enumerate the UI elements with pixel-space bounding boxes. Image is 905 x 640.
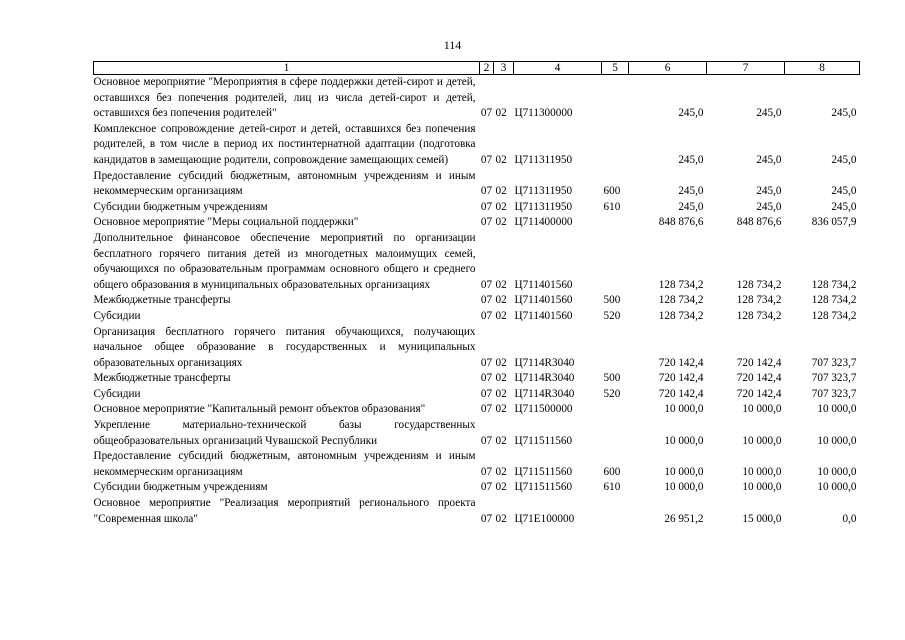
header-cell-4: 4	[514, 62, 602, 75]
amount-col-7: 720 142,4	[736, 356, 782, 369]
table-row	[94, 480, 860, 496]
table-row	[94, 122, 860, 169]
amount-col-8: 10 000,0	[817, 465, 857, 478]
subsection-code: 02	[495, 465, 507, 478]
table-row	[94, 75, 860, 122]
amount-col-6: 128 734,2	[658, 309, 704, 322]
table-row	[94, 371, 860, 387]
row-name: Субсидии	[93, 387, 141, 400]
row-name: Организация бесплатного горячего питания обучающихся, получающих начальное общее образование в государственных и муниципальных образовательных организациях	[93, 325, 476, 369]
row-name: Комплексное сопровождение детей-сирот и детей, оставшихся без попечения родителей, в том числе в период их постинтернатной адаптации (подготовка кандидатов в замещающие родители, сопровождение замещающих семей)	[93, 122, 476, 166]
row-name: Предоставление субсидий бюджетным, автономным учреждениям и иным некоммерческим организациям	[93, 450, 476, 478]
header-row	[94, 62, 860, 75]
section-code: 07	[480, 216, 493, 229]
row-name: Субсидии бюджетным учреждениям	[93, 200, 268, 213]
expense-type-code: 610	[603, 481, 621, 494]
expense-type-code	[602, 231, 629, 293]
amount-col-6: 128 734,2	[658, 278, 704, 291]
row-name: Межбюджетные трансферты	[93, 294, 231, 307]
amount-col-6: 10 000,0	[664, 481, 704, 494]
amount-col-7: 10 000,0	[742, 434, 782, 447]
target-article-code: Ц711401560	[514, 294, 573, 307]
section-code: 07	[480, 512, 493, 525]
amount-col-8: 128 734,2	[811, 309, 857, 322]
amount-col-6: 720 142,4	[658, 387, 704, 400]
amount-col-8: 10 000,0	[817, 403, 857, 416]
expense-type-code	[602, 402, 629, 418]
subsection-code: 02	[495, 107, 507, 120]
expense-type-code	[602, 325, 629, 372]
table-body	[94, 75, 860, 528]
subsection-code: 02	[495, 372, 507, 385]
subsection-code: 02	[495, 403, 507, 416]
target-article-code: Ц7114R3040	[514, 372, 575, 385]
amount-col-8: 10 000,0	[817, 434, 857, 447]
subsection-code: 02	[495, 185, 507, 198]
amount-col-7: 245,0	[756, 200, 782, 213]
row-name: Дополнительное финансовое обеспечение мероприятий по организации бесплатного горячего питания детей из многодетных малоимущих семей, обучающихся по образовательным программам основного общего и среднего общего образования в муниципальных образовательных организациях	[93, 231, 476, 291]
expense-type-code: 600	[603, 465, 621, 478]
amount-col-7: 10 000,0	[742, 481, 782, 494]
expense-type-code	[602, 215, 629, 231]
section-code: 07	[480, 372, 493, 385]
row-name: Основное мероприятие "Меры социальной поддержки"	[93, 216, 359, 229]
subsection-code: 02	[495, 481, 507, 494]
table-row	[94, 200, 860, 216]
amount-col-8: 707 323,7	[811, 356, 857, 369]
amount-col-8: 707 323,7	[811, 387, 857, 400]
row-name: Основное мероприятие "Мероприятия в сфере поддержки детей-сирот и детей, оставшихся без попечения родителей, лиц из числа детей-сирот и детей, оставшихся без попечения родителей"	[93, 76, 476, 120]
budget-table	[93, 61, 860, 527]
section-code: 07	[480, 294, 493, 307]
amount-col-7: 128 734,2	[736, 278, 782, 291]
subsection-code: 02	[495, 387, 507, 400]
target-article-code: Ц711400000	[514, 216, 573, 229]
subsection-code: 02	[495, 278, 507, 291]
table-row	[94, 293, 860, 309]
section-code: 07	[480, 356, 493, 369]
table-row	[94, 325, 860, 372]
subsection-code: 02	[495, 200, 507, 213]
section-code: 07	[480, 153, 493, 166]
header-cell-2: 2	[480, 62, 494, 75]
amount-col-6: 10 000,0	[664, 434, 704, 447]
target-article-code: Ц7114R3040	[514, 356, 575, 369]
target-article-code: Ц711311950	[514, 153, 573, 166]
amount-col-7: 128 734,2	[736, 294, 782, 307]
row-name: Основное мероприятие "Реализация мероприятий регионального проекта "Современная школа"	[93, 497, 476, 525]
table-row	[94, 496, 860, 527]
section-code: 07	[480, 107, 493, 120]
section-code: 07	[480, 278, 493, 291]
section-code: 07	[480, 403, 493, 416]
subsection-code: 02	[495, 153, 507, 166]
section-code: 07	[480, 200, 493, 213]
section-code: 07	[480, 465, 493, 478]
section-code: 07	[480, 309, 493, 322]
expense-type-code	[602, 122, 629, 169]
target-article-code: Ц711300000	[514, 107, 573, 120]
amount-col-8: 245,0	[831, 153, 857, 166]
target-article-code: Ц71Е100000	[514, 512, 575, 525]
amount-col-8: 0,0	[842, 512, 857, 525]
amount-col-7: 720 142,4	[736, 387, 782, 400]
section-code: 07	[480, 185, 493, 198]
amount-col-8: 128 734,2	[811, 278, 857, 291]
amount-col-7: 848 876,6	[736, 216, 782, 229]
expense-type-code: 500	[603, 372, 621, 385]
table-row	[94, 387, 860, 403]
amount-col-7: 720 142,4	[736, 372, 782, 385]
amount-col-6: 245,0	[678, 107, 704, 120]
table-row	[94, 169, 860, 200]
amount-col-6: 245,0	[678, 185, 704, 198]
target-article-code: Ц711401560	[514, 309, 573, 322]
expense-type-code: 600	[603, 185, 621, 198]
header-cell-6: 6	[629, 62, 707, 75]
subsection-code: 02	[495, 309, 507, 322]
amount-col-7: 245,0	[756, 107, 782, 120]
amount-col-6: 720 142,4	[658, 372, 704, 385]
row-name: Межбюджетные трансферты	[93, 372, 231, 385]
amount-col-6: 10 000,0	[664, 465, 704, 478]
amount-col-6: 245,0	[678, 153, 704, 166]
target-article-code: Ц711401560	[514, 278, 573, 291]
expense-type-code: 500	[603, 294, 621, 307]
amount-col-7: 245,0	[756, 185, 782, 198]
row-name: Субсидии бюджетным учреждениям	[93, 481, 268, 494]
amount-col-6: 10 000,0	[664, 403, 704, 416]
subsection-code: 02	[495, 294, 507, 307]
expense-type-code	[602, 496, 629, 527]
header-cell-5: 5	[602, 62, 629, 75]
row-name: Предоставление субсидий бюджетным, автономным учреждениям и иным некоммерческим организациям	[93, 169, 476, 198]
header-cell-7: 7	[707, 62, 785, 75]
expense-type-code: 520	[603, 387, 621, 400]
table-row	[94, 449, 860, 480]
section-code: 07	[480, 481, 493, 494]
table-row	[94, 215, 860, 231]
amount-col-6: 128 734,2	[658, 294, 704, 307]
page-number: 114	[443, 38, 462, 52]
amount-col-6: 26 951,2	[664, 512, 704, 525]
amount-col-8: 245,0	[831, 200, 857, 213]
amount-col-8: 245,0	[831, 107, 857, 120]
subsection-code: 02	[495, 356, 507, 369]
row-name: Укрепление материально-технической базы государственных общеобразовательных организаций Чувашской Республики	[93, 419, 476, 447]
table-row	[94, 402, 860, 418]
subsection-code: 02	[495, 512, 507, 525]
amount-col-8: 707 323,7	[811, 372, 857, 385]
target-article-code: Ц711511560	[514, 481, 573, 494]
expense-type-code	[602, 418, 629, 449]
expense-type-code: 520	[603, 309, 621, 322]
amount-col-7: 128 734,2	[736, 309, 782, 322]
expense-type-code	[602, 75, 629, 122]
amount-col-6: 720 142,4	[658, 356, 704, 369]
target-article-code: Ц711311950	[514, 200, 573, 213]
row-name: Основное мероприятие "Капитальный ремонт объектов образования"	[93, 403, 426, 416]
amount-col-8: 836 057,9	[811, 216, 857, 229]
header-cell-3: 3	[494, 62, 514, 75]
amount-col-8: 245,0	[831, 185, 857, 198]
expense-type-code: 610	[603, 200, 621, 213]
table-row	[94, 231, 860, 293]
table-row	[94, 309, 860, 325]
amount-col-6: 848 876,6	[658, 216, 704, 229]
amount-col-7: 15 000,0	[742, 512, 782, 525]
header-cell-8: 8	[785, 62, 860, 75]
row-name: Субсидии	[93, 309, 141, 322]
amount-col-7: 10 000,0	[742, 465, 782, 478]
target-article-code: Ц711511560	[514, 465, 573, 478]
target-article-code: Ц711511560	[514, 434, 573, 447]
subsection-code: 02	[495, 434, 507, 447]
section-code: 07	[480, 434, 493, 447]
amount-col-8: 128 734,2	[811, 294, 857, 307]
target-article-code: Ц711311950	[514, 185, 573, 198]
section-code: 07	[480, 387, 493, 400]
target-article-code: Ц7114R3040	[514, 387, 575, 400]
target-article-code: Ц711500000	[514, 403, 573, 416]
subsection-code: 02	[495, 216, 507, 229]
amount-col-7: 10 000,0	[742, 403, 782, 416]
amount-col-8: 10 000,0	[817, 481, 857, 494]
amount-col-7: 245,0	[756, 153, 782, 166]
amount-col-6: 245,0	[678, 200, 704, 213]
header-cell-1: 1	[94, 62, 480, 75]
table-row	[94, 418, 860, 449]
